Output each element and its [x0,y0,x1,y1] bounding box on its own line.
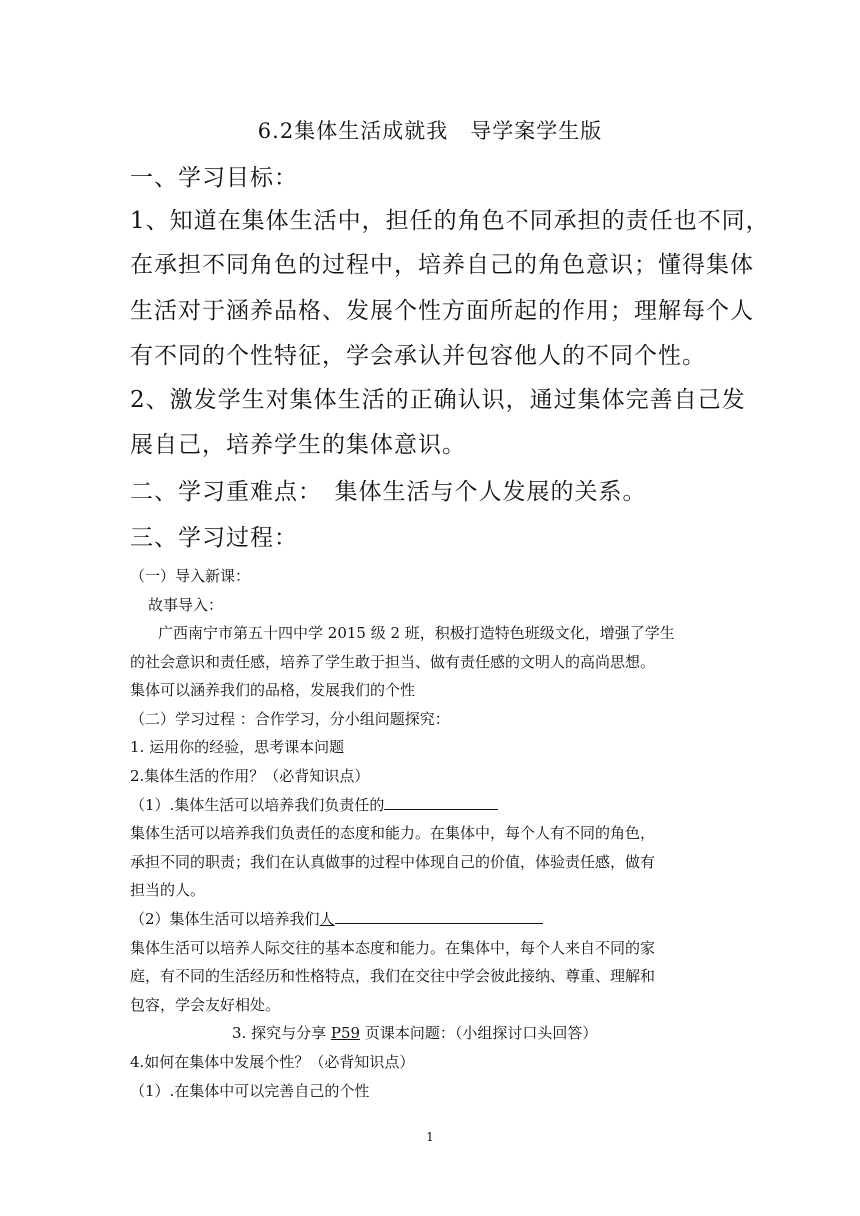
story-label: 故事导入： [148,596,224,614]
question-2-2-label: （2）集体生活可以培养我们 [130,910,320,928]
part-2-heading: （二）学习过程 ：合作学习，分小组问题探究： [130,710,450,728]
question-3-suffix: 页课本问题：（小组探讨口头回答） [360,1024,598,1042]
goal-1-line-1: 1、知道在集体生活中，担任的角色不同承担的责任也不同， [130,208,770,234]
question-3 [232,1022,597,1043]
question-2: 2.集体生活的作用？（必背知识点） [130,767,370,785]
question-4: 4.如何在集体中发展个性？（必背知识点） [130,1053,415,1071]
section-heading-goals: 一、学习目标： [130,165,298,191]
story-line-2: 的社会意识和责任感，培养了学生敢于担当、做有责任感的文明人的高尚思想。 [130,653,656,671]
question-3-prefix: 3. 探究与分享 [232,1024,331,1042]
page-number: 1 [426,1130,434,1144]
story-line-1: 广西南宁市第五十四中学 2015 级 2 班，积极打造特色班级文化，增强了学生 [158,624,675,642]
question-2-1-label: （1）.集体生活可以培养我们负责任的 [130,796,385,814]
answer-2-2-line-3: 包容，学会友好相处。 [130,996,281,1014]
section-heading-process: 三、学习过程： [130,525,298,551]
question-4-1: （1）.在集体中可以完善自己的个性 [130,1082,370,1100]
answer-2-2-line-1: 集体生活可以培养人际交往的基本态度和能力。在集体中，每个人来自不同的家 [130,939,656,957]
goal-1-line-3: 生活对于涵养品格、发展个性方面所起的作用；理解每个人 [130,298,754,324]
question-1: 1. 运用你的经验，思考课本问题 [130,738,345,756]
section-heading-key-points: 二、学习重难点： 集体生活与个人发展的关系。 [130,479,647,505]
question-2-1 [130,794,498,815]
answer-2-1-line-3: 担当的人。 [130,881,206,899]
page-title: 6.2集体生活成就我 导学案学生版 [257,119,603,143]
goal-2-line-2: 展自己，培养学生的集体意识。 [130,432,466,458]
part-1-heading: （一）导入新课： [130,567,251,585]
answer-2-2-line-2: 庭，有不同的生活经历和性格特点，我们在交往中学会彼此接纳、尊重、理解和 [130,967,656,985]
question-2-2 [130,908,543,929]
question-2-2-underlined: 人 [319,910,335,928]
fill-in-blank-2[interactable] [335,922,543,924]
goal-2-line-1: 2、激发学生对集体生活的正确认识，通过集体完善自己发 [130,387,746,413]
goal-1-line-2: 在承担不同角色的过程中，培养自己的角色意识；懂得集体 [130,252,754,278]
answer-2-1-line-2: 承担不同的职责；我们在认真做事的过程中体现自己的价值，体验责任感，做有 [130,853,656,871]
goal-1-line-4: 有不同的个性特征，学会承认并包容他人的不同个性。 [130,343,706,369]
answer-2-1-line-1: 集体生活可以培养我们负责任的态度和能力。在集体中，每个人有不同的角色， [130,824,656,842]
story-line-3: 集体可以涵养我们的品格，发展我们的个性 [130,681,416,699]
fill-in-blank-1[interactable] [384,808,498,810]
question-3-page-ref: P59 [330,1024,361,1042]
